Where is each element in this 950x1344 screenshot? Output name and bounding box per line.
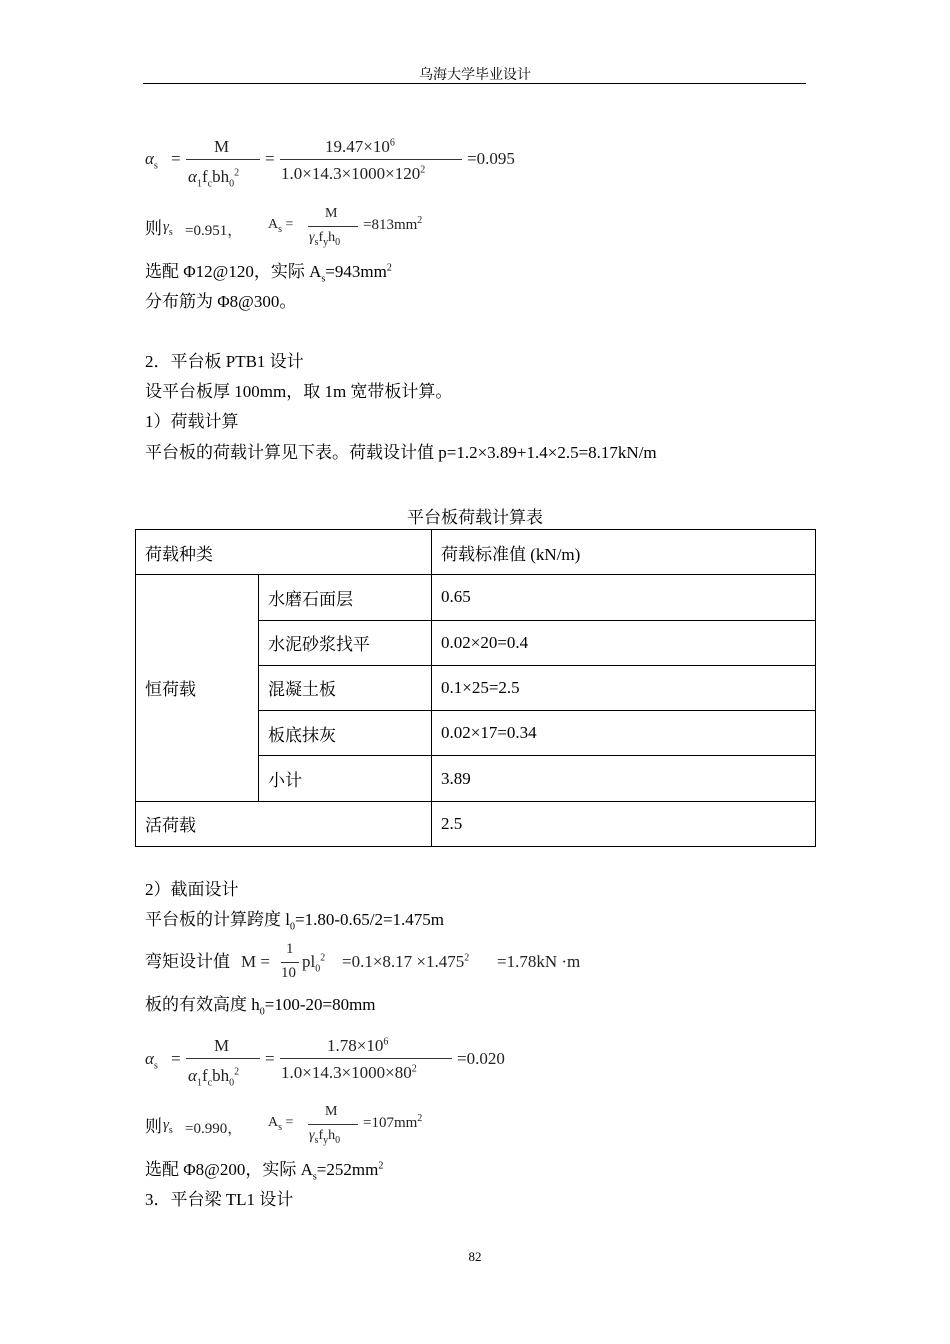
subheading-load-calc: 1）荷载计算 — [145, 412, 239, 431]
row-value: 0.02×20=0.4 — [432, 620, 816, 665]
paragraph-design-load: 平台板的荷载计算见下表。荷载设计值 p=1.2×3.89+1.4×2.5=8.17kN/m — [145, 443, 657, 462]
table-header-row — [136, 530, 816, 575]
section-heading-ptb1: 2．平台板 PTB1 设计 — [145, 352, 304, 371]
header-load-type: 荷载种类 — [136, 530, 432, 575]
paragraph-effective-height: 板的有效高度 $h_0=100-20=80mm$ — [145, 995, 376, 1018]
row-item: 水磨石面层 — [259, 575, 432, 620]
rebar-selection-2: 选配 Φ8@200，实际 $A_s=252mm^2$ — [145, 1160, 384, 1183]
header-rule — [143, 83, 806, 84]
page-number: 82 — [468, 1249, 482, 1264]
load-table — [135, 529, 816, 847]
live-load-label: 活荷载 — [136, 801, 432, 846]
section-heading-tl1: 3．平台梁 TL1 设计 — [145, 1190, 294, 1209]
table-caption: 平台板荷载计算表 — [407, 508, 543, 527]
row-value: 0.1×25=2.5 — [432, 665, 816, 710]
header-standard-value: 荷载标准值 (kN/m) — [432, 530, 816, 575]
row-item: 水泥砂浆找平 — [259, 620, 432, 665]
row-item: 板底抹灰 — [259, 711, 432, 756]
row-value: 3.89 — [432, 756, 816, 801]
distribution-rebar: 分布筋为 Φ8@300。 — [145, 292, 297, 311]
live-load-value: 2.5 — [432, 801, 816, 846]
row-item: 小计 — [259, 756, 432, 801]
dead-load-label: 恒荷载 — [136, 575, 259, 801]
page-header: 乌海大学毕业设计 — [419, 68, 531, 83]
paragraph-span: 平台板的计算跨度 $l_0=1.80-0.65/2=1.475m$ — [145, 910, 445, 933]
table-row — [136, 575, 816, 620]
row-item: 混凝土板 — [259, 665, 432, 710]
row-value: 0.02×17=0.34 — [432, 711, 816, 756]
table-row-live-load — [136, 801, 816, 846]
rebar-selection-1: 选配 Φ12@120，实际 $A_s=943mm^2$ — [145, 262, 392, 285]
row-value: 0.65 — [432, 575, 816, 620]
paragraph-slab-thickness: 设平台板厚 100mm，取 1m 宽带板计算。 — [145, 382, 453, 401]
subheading-section-design: 2）截面设计 — [145, 880, 239, 899]
